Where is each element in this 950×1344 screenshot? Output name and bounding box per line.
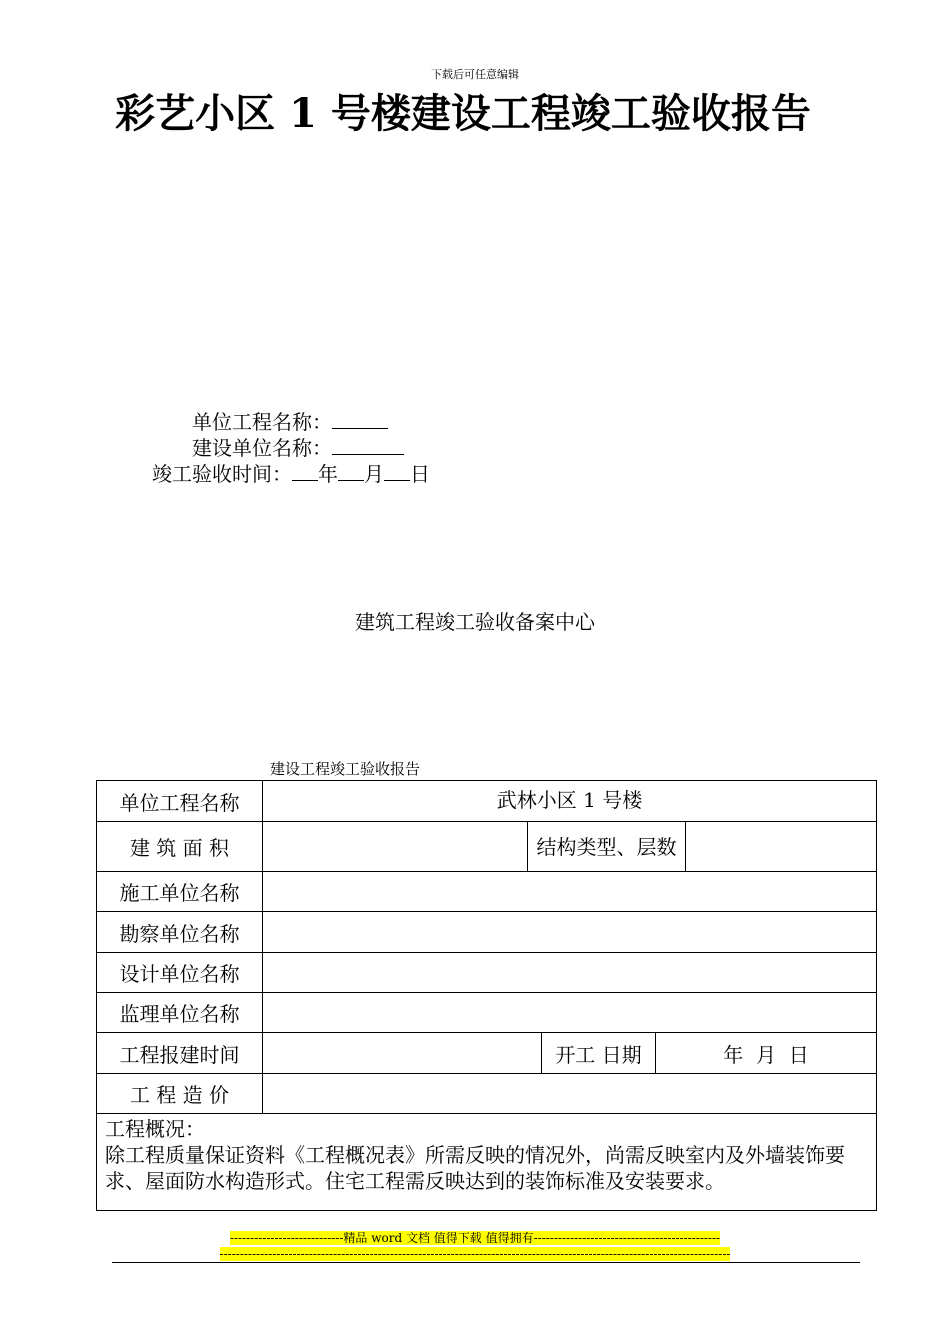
acceptance-time-field: [152, 458, 430, 487]
month-blank[interactable]: [338, 462, 364, 481]
day-label: 日: [410, 462, 430, 486]
unit-project-label: 单位工程名称：: [192, 410, 332, 434]
table-row: [97, 1114, 877, 1211]
filing-center-name: 建筑工程竣工验收备案中心: [355, 610, 595, 634]
footer-banner: [0, 1230, 950, 1262]
year-blank[interactable]: [292, 462, 318, 481]
filing-time-label: 工程报建时间: [97, 1033, 263, 1074]
overview-cell: [97, 1114, 877, 1211]
supervision-label: 监理单位名称: [97, 993, 263, 1033]
table-row: [97, 1074, 877, 1114]
unit-project-name-label: 单位工程名称: [97, 781, 263, 822]
footer-line-1: ----------------------------精品 word 文档 值得下载 值得拥有----------------------------------------------: [229, 1231, 721, 1245]
survey-value[interactable]: [263, 912, 877, 953]
year-label: 年: [318, 462, 338, 486]
design-label: 设计单位名称: [97, 953, 263, 993]
builder-field: [192, 432, 404, 461]
unit-project-name-value[interactable]: 武林小区 1 号楼: [263, 781, 877, 822]
contractor-label: 施工单位名称: [97, 872, 263, 912]
acceptance-time-label: 竣工验收时间：: [152, 462, 292, 486]
overview-heading: 工程概况：: [105, 1117, 205, 1141]
acceptance-report-table: [96, 780, 877, 1211]
unit-project-field: [192, 406, 388, 435]
table-row: [97, 993, 877, 1033]
building-area-value[interactable]: [263, 822, 528, 872]
design-value[interactable]: [263, 953, 877, 993]
table-row: [97, 872, 877, 912]
structure-value[interactable]: [686, 822, 877, 872]
filing-time-value[interactable]: [263, 1033, 542, 1074]
start-date-label: 开工 日期: [542, 1033, 656, 1074]
table-row: [97, 1033, 877, 1074]
cost-label: 工 程 造 价: [97, 1074, 263, 1114]
day-blank[interactable]: [384, 462, 410, 481]
table-row: [97, 822, 877, 872]
footer-rule: [112, 1262, 860, 1263]
document-title: 彩艺小区 1 号楼建设工程竣工验收报告: [115, 90, 811, 137]
contractor-value[interactable]: [263, 872, 877, 912]
supervision-value[interactable]: [263, 993, 877, 1033]
table-row: [97, 781, 877, 822]
builder-label: 建设单位名称：: [192, 436, 332, 460]
structure-label: 结构类型、层数: [528, 822, 686, 872]
month-label: 月: [364, 462, 384, 486]
building-area-label: 建 筑 面 积: [97, 822, 263, 872]
table-row: [97, 953, 877, 993]
overview-text: 除工程质量保证资料《工程概况表》所需反映的情况外，尚需反映室内及外墙装饰要求、屋面防水构造形式。住宅工程需反映达到的装饰标准及安装要求。: [105, 1143, 845, 1193]
unit-project-blank[interactable]: [332, 410, 388, 429]
footer-line-2: ------------------------------------------------------------------------------------------------------------------------------: [219, 1247, 731, 1261]
table-caption: 建设工程竣工验收报告: [270, 760, 421, 778]
builder-blank[interactable]: [332, 436, 404, 455]
start-date-value[interactable]: 年 月 日: [656, 1033, 877, 1074]
survey-label: 勘察单位名称: [97, 912, 263, 953]
cost-value[interactable]: [263, 1074, 877, 1114]
table-row: [97, 912, 877, 953]
header-note: 下载后可任意编辑: [431, 68, 519, 81]
